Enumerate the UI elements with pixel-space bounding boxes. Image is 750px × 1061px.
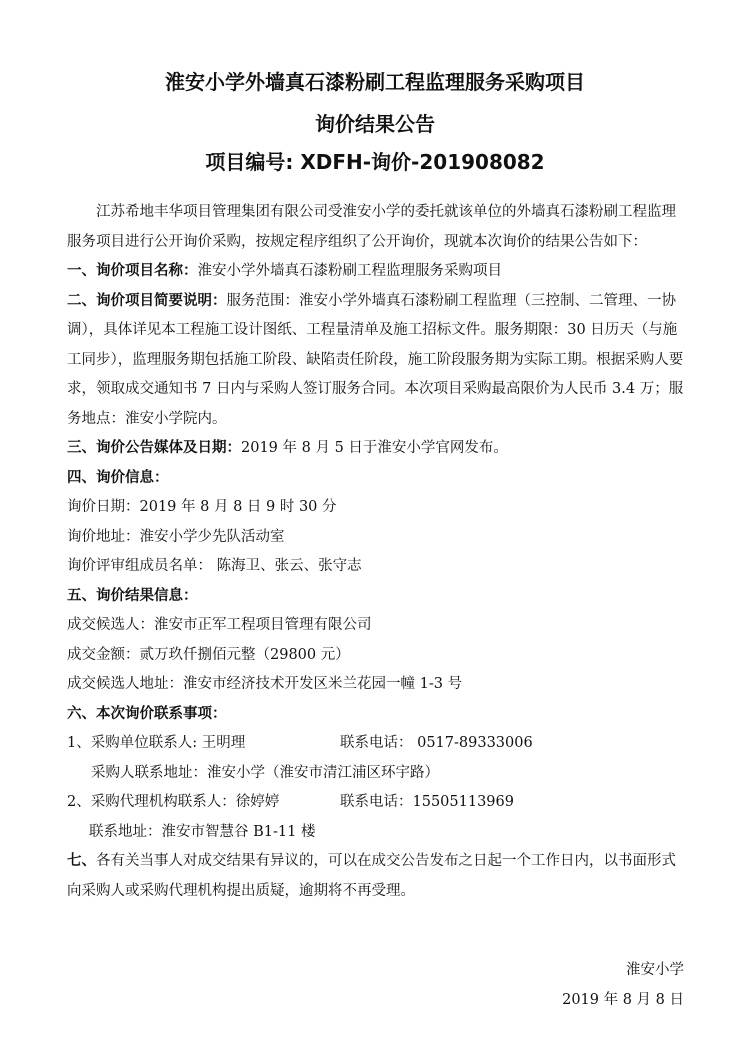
signature-org: 淮安小学	[626, 962, 684, 978]
inquiry-place: 询价地址：淮安小学少先队活动室	[67, 528, 285, 545]
signature-date: 2019 年 8 月 8 日	[562, 992, 684, 1008]
contact-row-1	[67, 729, 687, 759]
winning-amount: 成交金额：贰万玖仟捌佰元整（29800 元）	[67, 646, 350, 663]
section-6-label: 六、本次询价联系事项：	[67, 705, 227, 722]
winning-candidate: 成交候选人：淮安市正军工程项目管理有限公司	[67, 617, 372, 633]
section-7-text: 各有关当事人对成交结果有异议的，可以在成交公告发布之日起一个工作日内，以书面形式向采购人或采购代理机构提出质疑，逾期将不再受理。	[67, 853, 676, 899]
section-2-label: 二、询价项目简要说明：	[67, 292, 227, 309]
section-4-label: 四、询价信息：	[67, 469, 169, 486]
document-title: 淮安小学外墙真石漆粉刷工程监理服务采购项目	[165, 70, 585, 94]
section-3	[67, 434, 687, 464]
agency-phone: 联系电话：15505113969	[340, 794, 514, 810]
section-1-label: 一、询价项目名称：	[67, 263, 198, 279]
document-subtitle: 询价结果公告	[315, 112, 435, 136]
intro-paragraph: 江苏希地丰华项目管理集团有限公司受淮安小学的委托就该单位的外墙真石漆粉刷工程监理服务项目进行公开询价采购，按规定程序组织了公开询价，现就本次询价的结果公告如下：	[67, 204, 676, 250]
announcement-body	[67, 198, 687, 906]
purchaser-phone: 联系电话： 0517-89333006	[340, 735, 533, 751]
section-5-label: 五、询价结果信息：	[67, 587, 198, 604]
section-7	[67, 847, 687, 906]
contact-row-2	[67, 788, 687, 818]
section-2-text: 服务范围：淮安小学外墙真石漆粉刷工程监理（三控制、二管理、一协调），具体详见本工程施工设计图纸、工程量清单及施工招标文件。服务期限：30 日历天（与施工同步），监理服务期包括施工阶段、缺陷责任阶段，施工阶段服务期为实际工期。根据采购人要求，领取成交通知书 7 日内与采购人签订服务合同。本次项目采购最高限价为人民币 3.4 万；服务地点：淮安小学院内。	[67, 292, 684, 427]
section-1-text: 淮安小学外墙真石漆粉刷工程监理服务采购项目	[197, 263, 502, 279]
purchaser-contact: 1、采购单位联系人: 王明理	[67, 735, 246, 751]
purchaser-address: 采购人联系地址：淮安小学（淮安市清江浦区环宇路）	[91, 764, 439, 781]
section-3-label: 三、询价公告媒体及日期：	[67, 440, 241, 456]
section-7-label: 七、	[67, 853, 96, 869]
project-number: 项目编号: XDFH-询价-201908082	[205, 150, 545, 174]
section-2	[67, 287, 687, 435]
inquiry-date: 询价日期：2019 年 8 月 8 日 9 时 30 分	[67, 499, 337, 515]
agency-contact: 2、采购代理机构联系人：徐婷婷	[67, 794, 280, 810]
section-3-text: 2019 年 8 月 5 日于淮安小学官网发布。	[241, 440, 508, 456]
agency-address: 联系地址：淮安市智慧谷 B1-11 楼	[89, 823, 316, 840]
candidate-address: 成交候选人地址：淮安市经济技术开发区米兰花园一幢 1-3 号	[67, 676, 463, 692]
review-members: 询价评审组成员名单： 陈海卫、张云、张守志	[67, 558, 362, 574]
section-1	[67, 257, 687, 287]
